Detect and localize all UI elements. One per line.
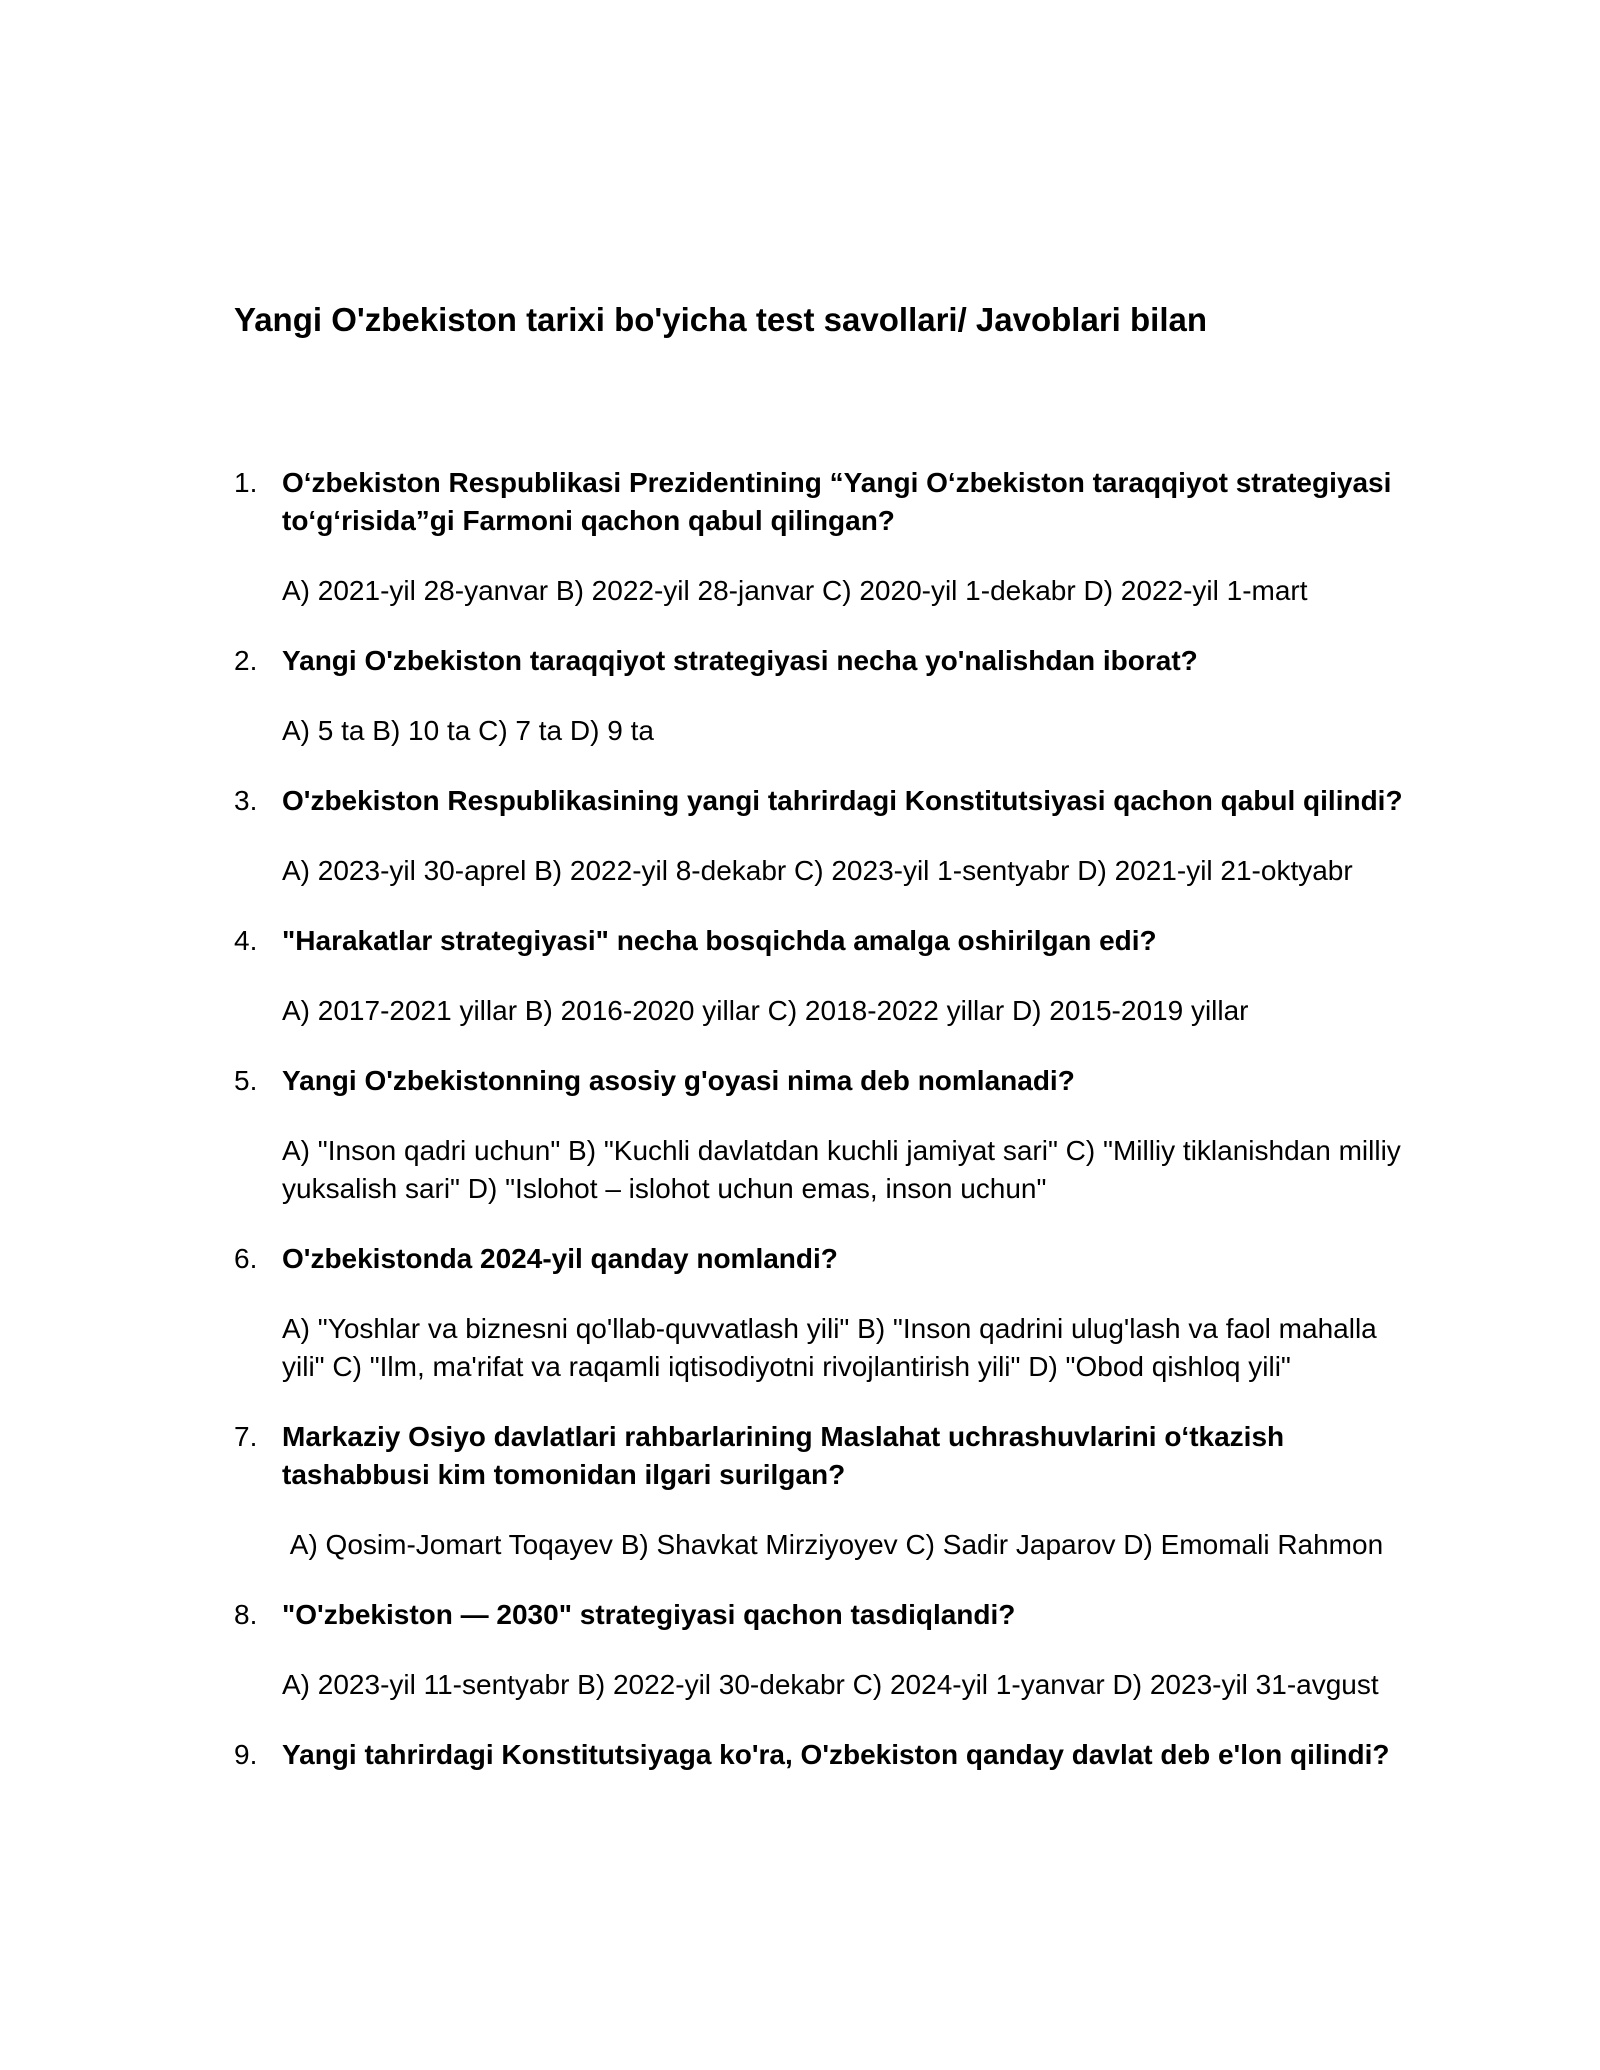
question-number: 4. [234, 925, 258, 956]
question-text: O'zbekistonda 2024-yil qanday nomlandi? [282, 1243, 838, 1274]
question-number: 3. [234, 785, 258, 816]
question-number: 6. [234, 1243, 258, 1274]
question-text: "Harakatlar strategiyasi" necha bosqichda amalga oshirilgan edi? [282, 925, 1157, 956]
question-text: Yangi O'zbekistonning asosiy g'oyasi nima deb nomlanadi? [282, 1065, 1075, 1096]
question-item [234, 922, 1414, 1030]
question-number: 7. [234, 1421, 258, 1452]
question-text: O‘zbekiston Respublikasi Prezidentining “Yangi O‘zbekiston taraqqiyot strategiyasi to‘g‘risida”gi Farmoni qachon qabul qilingan? [282, 467, 1392, 536]
question-number: 9. [234, 1739, 258, 1770]
answer-options: A) 2021-yil 28-yanvar B) 2022-yil 28-janvar C) 2020-yil 1-dekabr D) 2022-yil 1-mart [282, 575, 1308, 606]
question-list [234, 464, 1414, 1806]
answer-options: A) "Inson qadri uchun" B) "Kuchli davlatdan kuchli jamiyat sari" C) "Milliy tiklanishdan milliy yuksalish sari" D) "Islohot – islohot uchun emas, inson uchun" [282, 1135, 1409, 1204]
question-text: Yangi tahrirdagi Konstitutsiyaga ko'ra, O'zbekiston qanday davlat deb e'lon qilindi? [282, 1739, 1390, 1770]
answer-options: A) 2017-2021 yillar B) 2016-2020 yillar C) 2018-2022 yillar D) 2015-2019 yillar [282, 995, 1249, 1026]
question-item [234, 1062, 1414, 1208]
question-number: 5. [234, 1065, 258, 1096]
question-item [234, 1418, 1414, 1564]
question-number: 2. [234, 645, 258, 676]
question-text: O'zbekiston Respublikasining yangi tahrirdagi Konstitutsiyasi qachon qabul qilindi? [282, 785, 1403, 816]
document-title: Yangi O'zbekiston tarixi bo'yicha test savollari/ Javoblari bilan [234, 301, 1208, 338]
question-item [234, 642, 1414, 750]
question-text: "O'zbekiston — 2030" strategiyasi qachon tasdiqlandi? [282, 1599, 1016, 1630]
answer-options: A) 2023-yil 11-sentyabr B) 2022-yil 30-dekabr C) 2024-yil 1-yanvar D) 2023-yil 31-avgust [282, 1669, 1379, 1700]
question-number: 1. [234, 467, 258, 498]
question-text: Markaziy Osiyo davlatlari rahbarlarining Maslahat uchrashuvlarini o‘tkazish tashabbusi kim tomonidan ilgari surilgan? [282, 1421, 1285, 1490]
question-number: 8. [234, 1599, 258, 1630]
question-item [234, 1240, 1414, 1386]
answer-options: A) 2023-yil 30-aprel B) 2022-yil 8-dekabr C) 2023-yil 1-sentyabr D) 2021-yil 21-oktyabr [282, 855, 1353, 886]
answer-options: A) Qosim-Jomart Toqayev B) Shavkat Mirziyoyev C) Sadir Japarov D) Emomali Rahmon [282, 1529, 1384, 1560]
question-item [234, 464, 1414, 610]
question-item [234, 782, 1414, 890]
question-item [234, 1596, 1414, 1704]
question-text: Yangi O'zbekiston taraqqiyot strategiyasi necha yo'nalishdan iborat? [282, 645, 1198, 676]
question-item [234, 1736, 1414, 1774]
answer-options: A) 5 ta B) 10 ta C) 7 ta D) 9 ta [282, 715, 654, 746]
answer-options: A) "Yoshlar va biznesni qo'llab-quvvatlash yili" B) "Inson qadrini ulug'lash va faol mahalla yili" C) "Ilm, ma'rifat va raqamli iqtisodiyotni rivojlantirish yili" D) "Obod qishloq yili" [282, 1313, 1385, 1382]
